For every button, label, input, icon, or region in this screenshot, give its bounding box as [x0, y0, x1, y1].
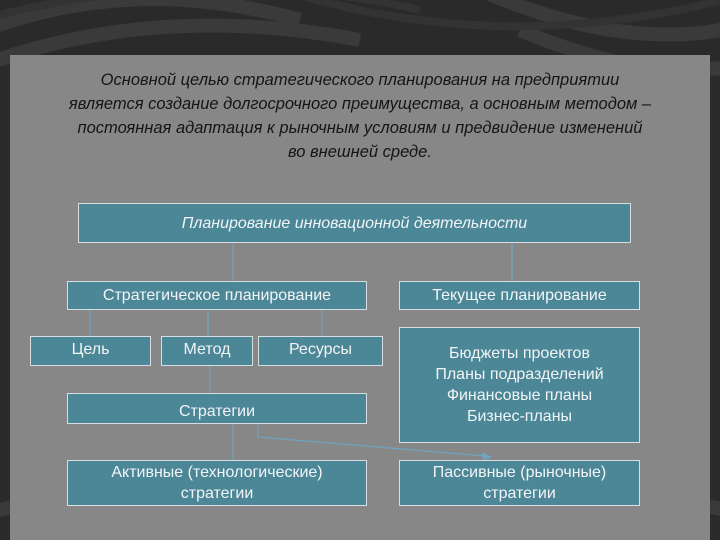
strategic-planning-box [67, 281, 367, 310]
goal-label: Цель [71, 341, 110, 358]
root-box [78, 203, 631, 243]
passive-strategies-box [399, 460, 640, 506]
intro-line: постоянная адаптация к рыночным условиям и предвидение изменений [77, 119, 643, 137]
goal-box [30, 336, 151, 366]
method-label: Метод [183, 341, 231, 358]
strategic-planning-label: Стратегическое планирование [102, 287, 332, 304]
budgets-item: Бюджеты проектов [449, 345, 590, 362]
resources-label: Ресурсы [288, 341, 353, 358]
method-box [161, 336, 253, 366]
intro-text [22, 68, 698, 164]
strategies-label: Стратегии [178, 403, 256, 420]
budgets-box [399, 327, 640, 443]
passive-strategies-label: Пассивные (рыночные) стратегии [432, 464, 607, 502]
current-planning-box [399, 281, 640, 310]
budgets-item: Планы подразделений [435, 366, 604, 383]
resources-box [258, 336, 383, 366]
active-strategies-box [67, 460, 367, 506]
intro-line: Основной целью стратегического планирования на предприятии [100, 71, 620, 89]
active-strategies-label: Активные (технологические) стратегии [111, 464, 323, 502]
strategies-box [67, 393, 367, 424]
budgets-item: Финансовые планы [446, 387, 593, 404]
intro-line: во внешней среде. [288, 143, 432, 161]
root-label: Планирование инновационной деятельности [181, 214, 528, 232]
current-planning-label: Текущее планирование [432, 287, 607, 304]
intro-line: является создание долгосрочного преимущества, а основным методом – [68, 95, 652, 113]
budgets-item: Бизнес-планы [466, 408, 573, 425]
